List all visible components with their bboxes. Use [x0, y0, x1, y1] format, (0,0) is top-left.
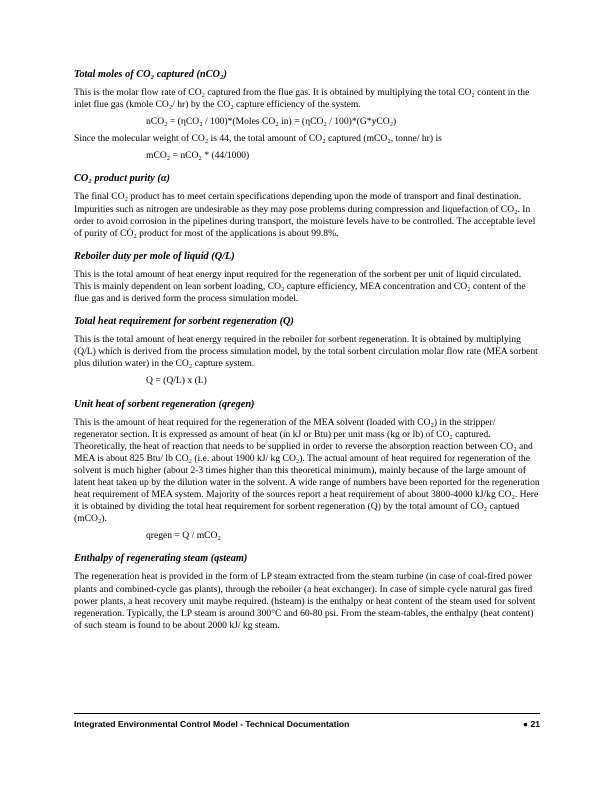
equation: Q = (Q/L) x (L) — [146, 375, 207, 387]
equation: nCO₂ = (ηCO₂ / 100)*(Moles CO₂ in) = (ηCO₂ / 100)*(G*yCO₂) — [146, 116, 397, 128]
paragraph: This is the molar flow rate of CO₂ captured from the flue gas. It is obtained by multiplying the total CO₂ content in the inlet flue gas (kmole CO₂/ hr) by the CO₂ capture efficiency of the system. — [74, 87, 530, 111]
paragraph: The final CO₂ product has to meet certain specifications depending upon the mode of transport and final destination. Impurities such as nitrogen are undesirable as they may pose problems during compression and liquefaction of CO₂. In order to avoid corrosion in the pipelines during transport, the moisture levels have to be controlled. The acceptable level of purity of CO₂ product for most of the applications is about 99.8%. — [74, 191, 536, 239]
section-heading: Reboiler duty per mole of liquid (Q/L) — [74, 250, 235, 262]
paragraph: This is the amount of heat required for the regeneration of the MEA solvent (loaded with CO₂) in the stripper/ regenerator section. It is expressed as amount of heat (in kJ or Btu) per unit mass (kg or lb) of CO₂ captured. Theoretically, the heat of reaction that needs to be supplied in order to reverse the absorption reaction between CO₂ and MEA is about 825 Btu/ lb CO₂ (i.e. about 1900 kJ/ kg CO₂). The actual amount of heat required for regeneration of the solvent is much higher (about 2-3 times higher than this theoretical minimum), mainly because of the large amount of latent heat taken up by the dilution water in the solvent. A wide range of numbers have been reported for the regeneration heat requirement of MEA system. Majority of the sources report a heat requirement of about 3800-4000 kJ/kg CO₂. Here it is obtained by dividing the total heat requirement for sorbent regeneration (Q) by the total amount of CO₂ captued (mCO₂). — [74, 416, 540, 525]
section-heading: Total heat requirement for sorbent regeneration (Q) — [74, 316, 294, 328]
paragraph: Since the molecular weight of CO₂ is 44, the total amount of CO₂ captured (mCO₂, tonne/ hr) is — [74, 133, 442, 145]
paragraph: This is the total amount of heat energy input required for the regeneration of the sorbent per unit of liquid circulated. This is mainly dependent on lean sorbent loading, CO₂ capture efficiency, MEA concentration and CO₂ content of the flue gas and is derived form the process simulation model. — [74, 268, 526, 305]
document-body — [74, 68, 540, 637]
equation: mCO₂ = nCO₂ * (44/1000) — [146, 150, 250, 162]
section-heading: Unit heat of sorbent regeneration (qregen) — [74, 398, 255, 410]
section-heading: Total moles of CO₂ captured (nCO₂) — [74, 69, 227, 80]
page-number: ● 21 — [522, 719, 540, 729]
footer-title: Integrated Environmental Control Model - Technical Documentation — [74, 719, 350, 729]
equation: qregen = Q / mCO₂ — [146, 530, 221, 542]
paragraph: This is the total amount of heat energy required in the reboiler for sorbent regeneration. It is obtained by multiplying (Q/L) which is derived from the process simulation model, by the total sorbent circulation molar flow rate (MEA sorbent plus dilution water) in the CO₂ capture system. — [74, 334, 538, 370]
page-footer — [74, 713, 540, 729]
section-heading: CO₂ product purity (α) — [74, 173, 170, 185]
section-heading: Enthalpy of regenerating steam (qsteam) — [74, 553, 248, 565]
paragraph: The regeneration heat is provided in the form of LP steam extracted from the steam turbine (in case of coal-fired power plants and combined-cycle gas plants), through the reboiler (a heat exchanger). In case of simple cycle natural gas fired power plants, a heat recovery unit maybe required. (hsteam) is the enthalpy or heat content of the steam used for solvent regeneration. Typically, the LP steam is around 300°C and 60-80 psi. From the steam-tables, the enthalpy (heat content) of such steam is found to be about 2000 kJ/ kg steam. — [74, 571, 536, 631]
